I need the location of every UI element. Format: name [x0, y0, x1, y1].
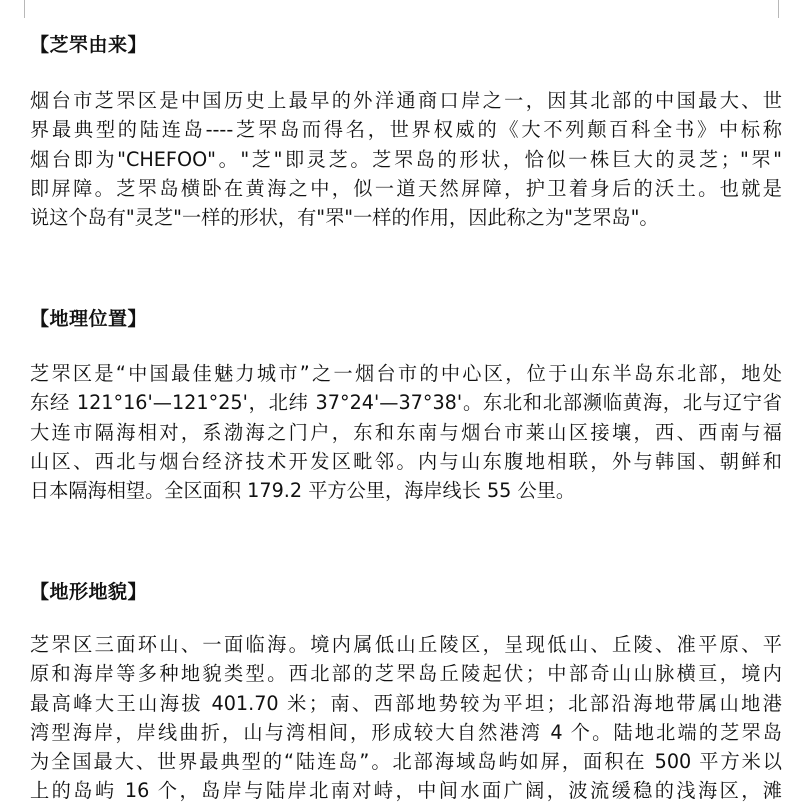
section-paragraph-location	[30, 359, 782, 505]
paragraph-line: 烟台即为"CHEFOO"。"芝"即灵芝。芝罘岛的形状，恰似一株巨大的灵芝；"罘"	[30, 147, 782, 171]
paragraph-line: 界最典型的陆连岛----芝罘岛而得名，世界权威的《大不列颠百科全书》中标称	[30, 118, 782, 142]
margin-corner-mark-left	[24, 0, 27, 18]
paragraph-line: 上的岛屿 16 个，岛岸与陆岸北南对峙，中间水面广阔，波流缓稳的浅海区，滩	[30, 779, 782, 803]
paragraph-line: 芝罘区三面环山、一面临海。境内属低山丘陵区，呈现低山、丘陵、准平原、平	[30, 633, 782, 656]
paragraph-line: 东经 121°16'—121°25'，北纬 37°24'—37°38'。东北和北部濒临黄海，北与辽宁省	[30, 391, 782, 415]
paragraph-line: 大连市隔海相对，系渤海之门户，东和东南与烟台市莱山区接壤，西、西南与福	[30, 420, 782, 444]
section-heading-origin: 【芝罘由来】	[30, 34, 148, 56]
paragraph-line: 原和海岸等多种地貌类型。西北部的芝罘岛丘陵起伏；中部奇山山脉横亘，境内	[30, 662, 782, 686]
section-paragraph-terrain	[30, 630, 782, 806]
paragraph-line: 芝罘区是“中国最佳魅力城市”之一烟台市的中心区，位于山东半岛东北部，地处	[30, 362, 782, 385]
margin-corner-mark-right	[778, 0, 781, 18]
paragraph-line: 日本隔海相望。全区面积 179.2 平方公里，海岸线长 55 公里。	[30, 479, 576, 503]
paragraph-line: 说这个岛有"灵芝"一样的形状，有"罘"一样的作用，因此称之为"芝罘岛"。	[30, 206, 659, 230]
paragraph-line: 烟台市芝罘区是中国历史上最早的外洋通商口岸之一，因其北部的中国最大、世	[30, 89, 782, 112]
paragraph-line: 即屏障。芝罘岛横卧在黄海之中，似一道天然屏障，护卫着身后的沃土。也就是	[30, 176, 782, 200]
paragraph-line: 为全国最大、世界最典型的“陆连岛”。北部海域岛屿如屏，面积在 500 平方米以	[30, 750, 782, 774]
section-heading-location: 【地理位置】	[30, 308, 148, 330]
paragraph-line: 湾型海岸，岸线曲折，山与湾相间，形成较大自然港湾 4 个。陆地北端的芝罘岛	[30, 720, 782, 744]
section-heading-terrain: 【地形地貌】	[30, 581, 148, 603]
section-paragraph-origin	[30, 86, 782, 232]
paragraph-line: 山区、西北与烟台经济技术开发区毗邻。内与山东腹地相联，外与韩国、朝鲜和	[30, 449, 782, 473]
paragraph-line: 最高峰大王山海拔 401.70 米；南、西部地势较为平坦；北部沿海地带属山地港	[30, 691, 782, 715]
